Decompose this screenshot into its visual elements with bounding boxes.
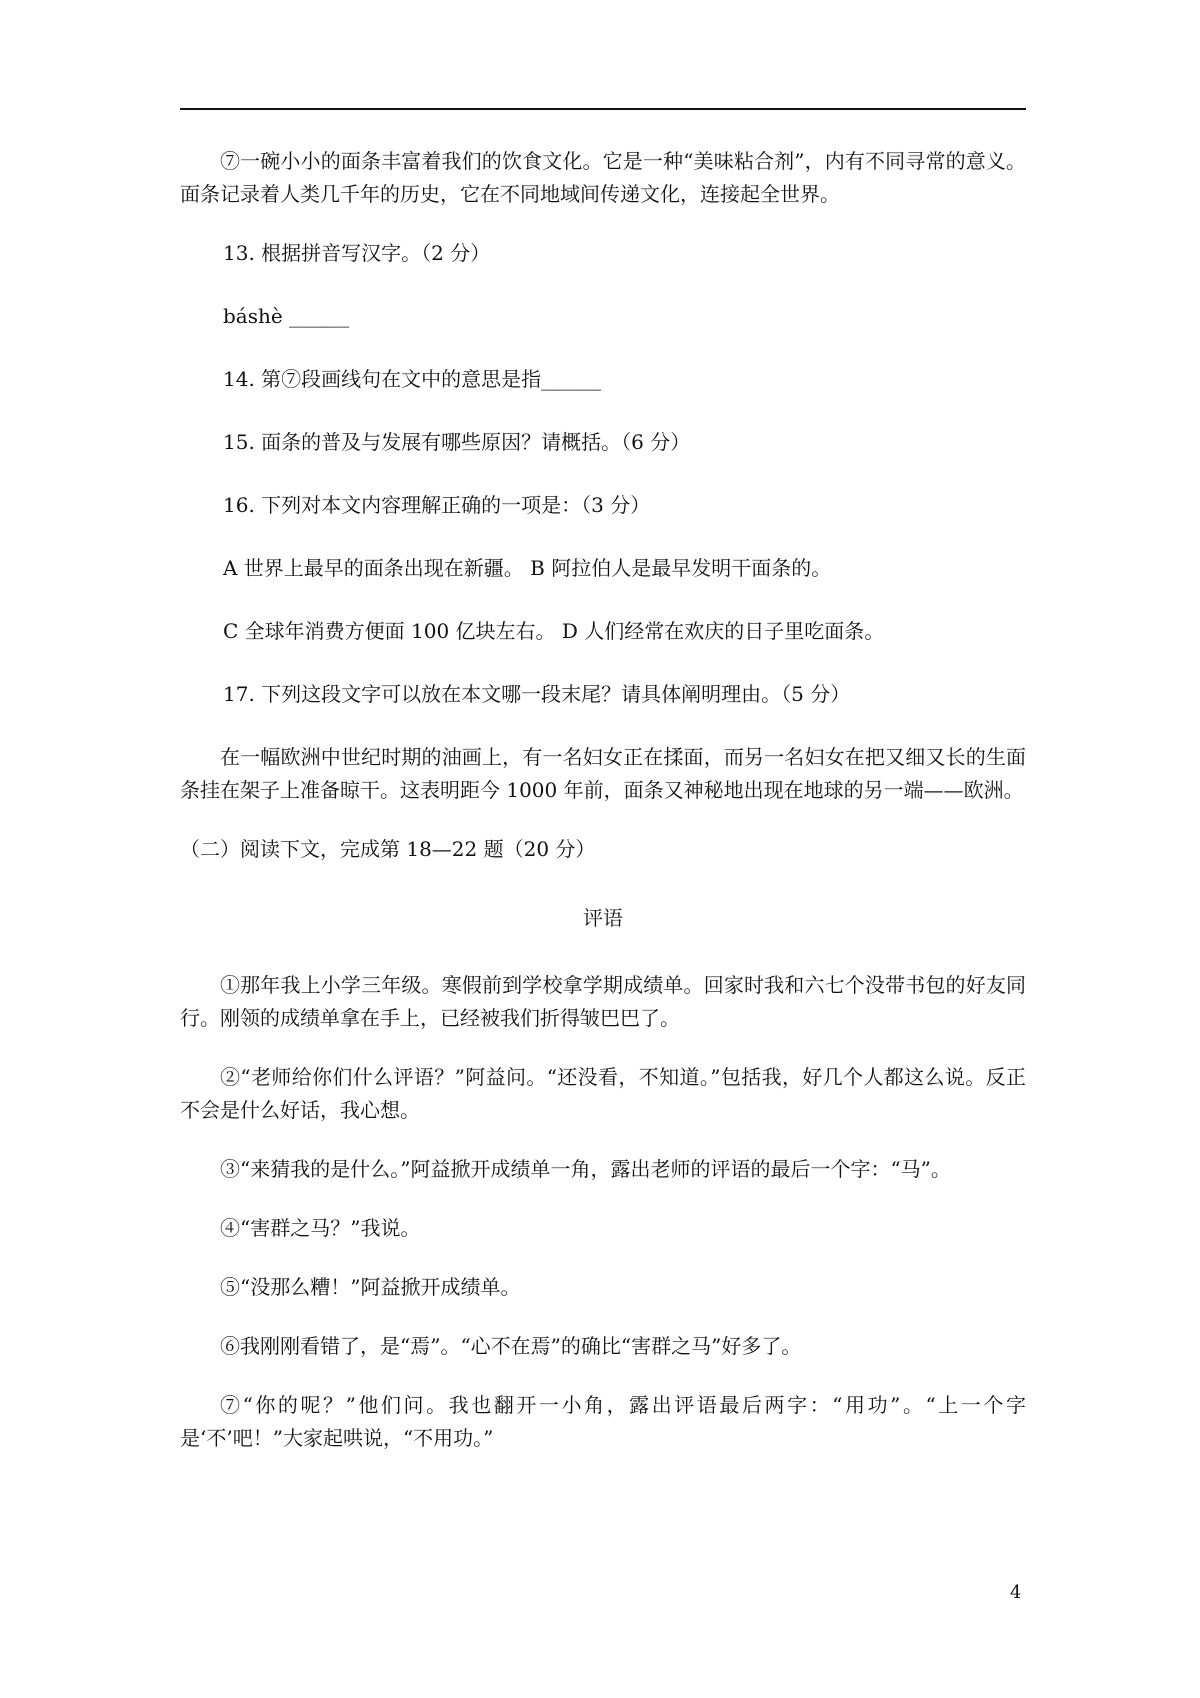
section-two-heading: （二）阅读下文，完成第 18—22 题（20 分） <box>180 837 596 861</box>
article-paragraph: ⑤“没那么糟！”阿益掀开成绩单。 <box>220 1275 521 1299</box>
question-13-pinyin-blank: báshè ______ <box>223 304 350 328</box>
article-paragraph: ④“害群之马？”我说。 <box>220 1216 421 1240</box>
header-rule <box>180 108 1026 110</box>
article-paragraph: ⑥我刚刚看错了，是“焉”。“心不在焉”的确比“害群之马”好多了。 <box>220 1334 802 1358</box>
question-13: 13. 根据拼音写汉字。（2 分） <box>223 241 491 265</box>
article-paragraph: ①那年我上小学三年级。寒假前到学校拿学期成绩单。回家时我和六七个没带书包的好友同行。刚领的成绩单拿在手上，已经被我们折得皱巴巴了。 <box>180 973 1026 1030</box>
question-14: 14. 第⑦段画线句在文中的意思是指______ <box>223 367 602 391</box>
page-number: 4 <box>1010 1582 1022 1603</box>
question-16: 16. 下列对本文内容理解正确的一项是：（3 分） <box>223 493 651 517</box>
question-17: 17. 下列这段文字可以放在本文哪一段末尾？请具体阐明理由。（5 分） <box>223 682 851 706</box>
question-16-options-cd: C 全球年消费方便面 100 亿块左右。 D 人们经常在欢庆的日子里吃面条。 <box>223 619 885 643</box>
article-paragraph: ⑦“你的呢？”他们问。我也翻开一小角，露出评语最后两字：“用功”。“上一个字是‘不’吧！”大家起哄说，“不用功。” <box>180 1393 1026 1450</box>
question-16-options-ab: A 世界上最早的面条出现在新疆。 B 阿拉伯人是最早发明干面条的。 <box>223 556 832 580</box>
question-17-excerpt: 在一幅欧洲中世纪时期的油画上，有一名妇女正在揉面，而另一名妇女在把又细又长的生面条挂在架子上准备晾干。这表明距今 1000 年前，面条又神秘地出现在地球的另一端——欧洲。 <box>180 745 1026 802</box>
article-paragraph: ②“老师给你们什么评语？”阿益问。“还没看，不知道。”包括我，好几个人都这么说。反正不会是什么好话，我心想。 <box>180 1065 1026 1122</box>
passage-paragraph-7: ⑦一碗小小的面条丰富着我们的饮食文化。它是一种“美味粘合剂”，内有不同寻常的意义。面条记录着人类几千年的历史，它在不同地域间传递文化，连接起全世界。 <box>180 149 1026 206</box>
question-15: 15. 面条的普及与发展有哪些原因？请概括。（6 分） <box>223 430 691 454</box>
page-content <box>180 145 1026 1481</box>
article-paragraph: ③“来猜我的是什么。”阿益掀开成绩单一角，露出老师的评语的最后一个字：“马”。 <box>220 1157 951 1181</box>
article-title: 评语 <box>583 906 623 930</box>
